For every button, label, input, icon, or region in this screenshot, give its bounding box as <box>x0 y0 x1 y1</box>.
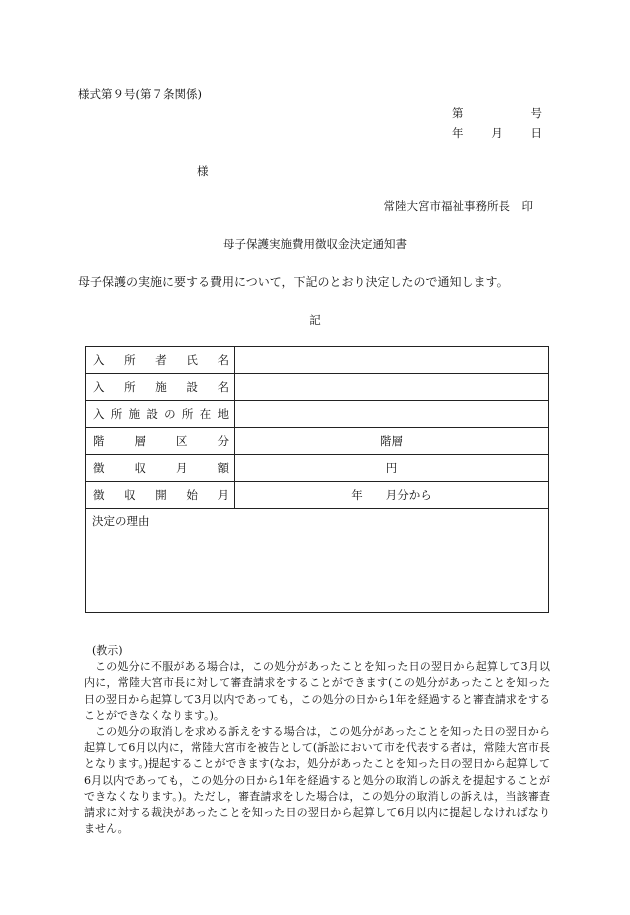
table-row <box>86 374 549 401</box>
row-label <box>86 401 235 428</box>
row-label-char: 階 <box>93 434 105 448</box>
row-value[interactable]: 円 <box>235 455 549 482</box>
row-label-char: 徴 <box>93 488 105 502</box>
row-label-char: 名 <box>217 380 229 394</box>
row-label-char: の <box>164 407 176 421</box>
row-label-char: 所 <box>124 353 136 367</box>
issuer: 常陸大宮市福祉事務所長 印 <box>383 199 533 213</box>
document-number-suffix: 号 <box>530 106 542 120</box>
row-label-char: 施 <box>155 380 167 394</box>
row-label-char: 開 <box>155 488 167 502</box>
document-title: 母子保護実施費用徴収金決定通知書 <box>223 237 407 251</box>
row-label <box>86 347 235 374</box>
instruction-paragraph: この処分の取消しを求める訴えをする場合は，この処分があったことを知った日の翌日から起算して6月以内に，常陸大宮市を被告として(訴訟において市を代表する者は，常陸大宮市長となります。)提起することができます(なお，処分があったことを知った日の翌日から起算して6月以内であっても，この処分の日から1年を経過すると処分の取消しの訴えを提起することができなくなります。)。ただし，審査請求をした場合は，この処分の取消しの訴えは，当該審査請求に対する裁決があったことを知った日の翌日から起算して6月以内に提起しなければなりません。 <box>84 725 550 836</box>
row-label-char: 施 <box>128 407 141 421</box>
row-label-char: 氏 <box>186 353 198 367</box>
row-label-char: 地 <box>217 407 229 421</box>
row-label-char: 月 <box>176 461 188 475</box>
reason-row <box>86 509 549 613</box>
row-label-char: 在 <box>199 407 212 421</box>
info-table <box>85 346 549 613</box>
table-row <box>86 482 549 509</box>
row-label-char: 所 <box>110 407 123 421</box>
document-number <box>452 105 542 121</box>
row-label-char: 設 <box>146 407 158 421</box>
row-value[interactable]: 年 月分から <box>235 482 549 509</box>
ki-marker: 記 <box>309 313 321 327</box>
instruction-heading: (教示) <box>92 644 123 657</box>
date-day: 日 <box>530 126 542 140</box>
table-row <box>86 347 549 374</box>
reason-cell[interactable] <box>86 509 549 613</box>
addressee: 様 <box>197 164 209 178</box>
row-label-char: 名 <box>217 353 229 367</box>
row-label-char: 収 <box>124 488 136 502</box>
instruction-section <box>84 643 550 837</box>
row-label <box>86 428 235 455</box>
row-label-char: 所 <box>181 407 194 421</box>
row-label-char: 月 <box>217 488 229 502</box>
document-number-prefix: 第 <box>452 106 464 120</box>
row-value[interactable] <box>235 347 549 374</box>
row-label-char: 設 <box>186 380 198 394</box>
date-year: 年 <box>452 126 464 140</box>
date-month: 月 <box>491 126 503 140</box>
row-label-char: 入 <box>93 407 105 421</box>
row-label-char: 始 <box>186 488 198 502</box>
row-label <box>86 482 235 509</box>
row-label-char: 入 <box>93 353 105 367</box>
intro-text: 母子保護の実施に要する費用について，下記のとおり決定したので通知します。 <box>78 275 509 289</box>
row-value[interactable] <box>235 374 549 401</box>
row-label-char: 分 <box>217 434 229 448</box>
row-label-char: 徴 <box>93 461 105 475</box>
row-label <box>86 374 235 401</box>
row-label <box>86 455 235 482</box>
row-label-char: 額 <box>217 461 229 475</box>
row-label-char: 入 <box>93 380 105 394</box>
table-row <box>86 428 549 455</box>
row-value[interactable]: 階層 <box>235 428 549 455</box>
instruction-paragraph: この処分に不服がある場合は，この処分があったことを知った日の翌日から起算して3月以内に，常陸大宮市長に対して審査請求をすることができます(この処分があったことを知った日の翌日から起算して3月以内であっても，この処分の日から1年を経過すると審査請求をすることができなくなります。)。 <box>84 660 550 722</box>
row-label-char: 者 <box>155 353 167 367</box>
row-label-char: 収 <box>134 461 146 475</box>
document-date <box>452 125 542 141</box>
row-value[interactable] <box>235 401 549 428</box>
reason-label: 決定の理由 <box>92 514 150 528</box>
form-number: 様式第９号(第７条関係) <box>78 87 202 101</box>
row-label-char: 層 <box>134 434 146 448</box>
row-label-char: 区 <box>176 434 188 448</box>
row-label-char: 所 <box>124 380 136 394</box>
table-row <box>86 455 549 482</box>
table-row <box>86 401 549 428</box>
